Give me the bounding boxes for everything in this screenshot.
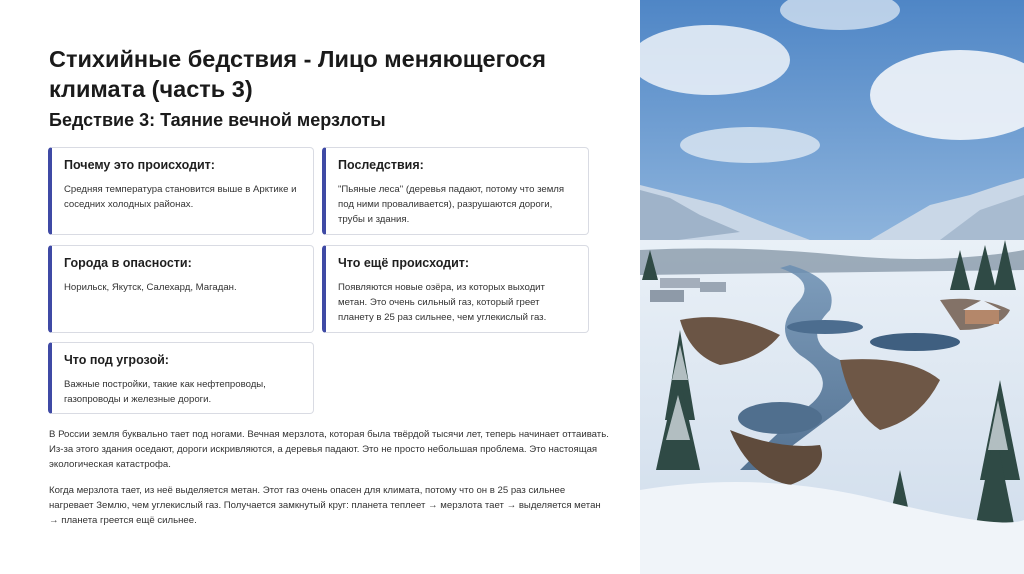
card-heading: Что под угрозой:	[64, 353, 169, 367]
card-text: "Пьяные леса" (деревья падают, потому что земля под ними проваливается), разрушаются дороги, трубы и здания.	[338, 184, 565, 225]
card-what-else	[322, 245, 589, 333]
card-heading: Последствия:	[338, 158, 424, 172]
card-text: Важные постройки, такие как нефтепроводы, газопроводы и железные дороги.	[64, 379, 266, 405]
slide-title: Стихийные бедствия - Лицо меняющегося климата (часть 3)	[49, 46, 546, 102]
card-consequences	[322, 147, 589, 235]
card-heading: Города в опасности:	[64, 256, 192, 270]
card-cities	[48, 245, 314, 333]
card-heading: Почему это происходит:	[64, 158, 215, 172]
card-heading: Что ещё происходит:	[338, 256, 470, 270]
card-text: Появляются новые озёра, из которых выходит метан. Это очень сильный газ, который греет планету в 25 раз сильнее, чем углекислый газ.	[338, 282, 547, 323]
body-paragraph: В России земля буквально тает под ногами. Вечная мерзлота, которая была твёрдой тысячи лет, теперь начинает оттаивать. Из-за этого здания оседают, дороги искривляются, а деревья падают. Это не просто небольшая проблема. Это настоящая экологическая катастрофа.	[49, 429, 609, 470]
slide-subtitle: Бедствие 3: Таяние вечной мерзлоты	[49, 110, 386, 130]
permafrost-landscape-image	[640, 0, 1024, 574]
card-why	[48, 147, 314, 235]
card-text: Норильск, Якутск, Салехард, Магадан.	[64, 282, 237, 293]
card-at-risk	[48, 342, 314, 414]
body-paragraph: Когда мерзлота тает, из неё выделяется метан. Этот газ очень опасен для климата, потому что он в 25 раз сильнее нагревает Землю, чем углекислый газ. Получается замкнутый круг: планета теплеет → мерзлота тает → выделяется метан → планета греется ещё сильнее.	[49, 485, 601, 526]
card-text: Средняя температура становится выше в Арктике и соседних холодных районах.	[64, 184, 297, 210]
